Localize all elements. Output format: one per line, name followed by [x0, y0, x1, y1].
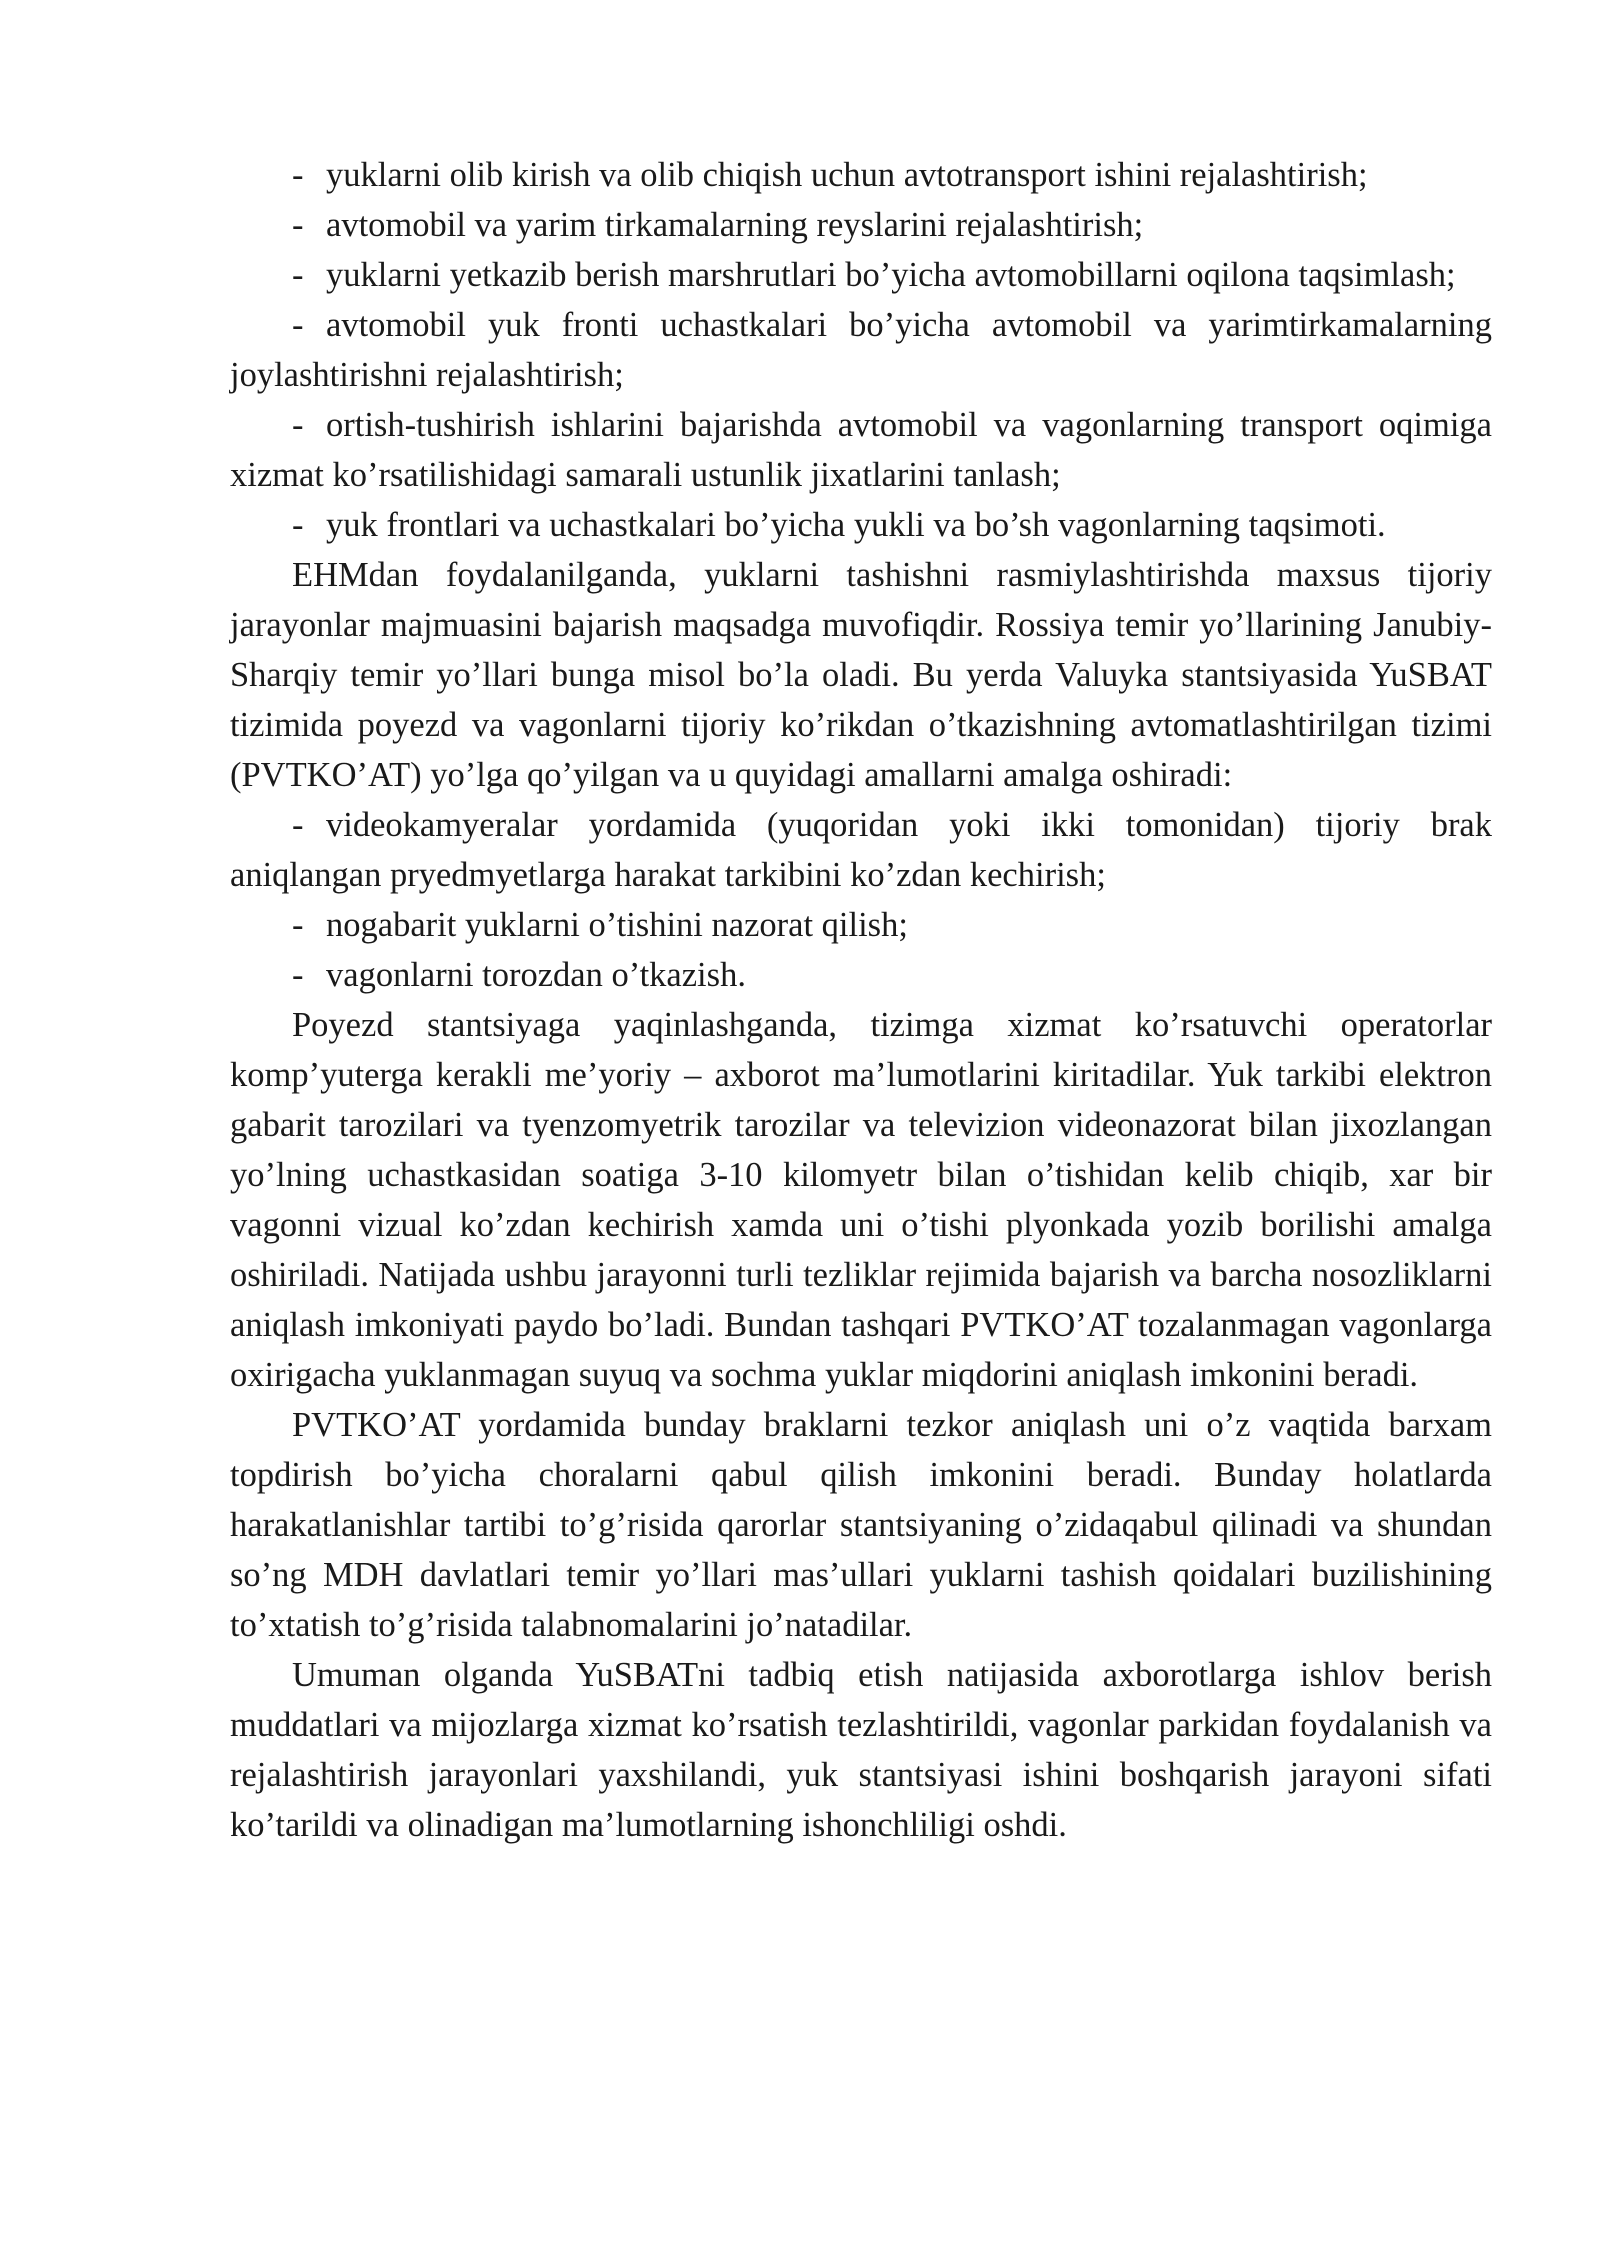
bullet-text: avtomobil va yarim tirkamalarning reyslarini rejalashtirish; — [326, 206, 1144, 244]
bullet-text: nogabarit yuklarni o’tishini nazorat qilish; — [326, 906, 908, 944]
bullet-item — [230, 400, 1492, 500]
bullet-item — [230, 200, 1492, 250]
bullet-dash: - — [292, 256, 304, 294]
bullet-item — [230, 800, 1492, 900]
bullet-text: yuklarni olib kirish va olib chiqish uchun avtotransport ishini rejalashtirish; — [326, 156, 1368, 194]
bullet-item — [230, 950, 1492, 1000]
bullet-dash: - — [292, 956, 304, 994]
bullet-item — [230, 150, 1492, 200]
bullet-dash: - — [292, 806, 304, 844]
bullet-item — [230, 250, 1492, 300]
bullet-text: videokamyeralar yordamida (yuqoridan yoki ikki tomonidan) tijoriy brak aniqlangan pryedmyetlarga harakat tarkibini ko’zdan kechirish; — [230, 806, 1492, 894]
bullet-dash: - — [292, 306, 304, 344]
bullet-item — [230, 300, 1492, 400]
bullet-text: ortish-tushirish ishlarini bajarishda avtomobil va vagonlarning transport oqimiga xizmat ko’rsatilishidagi samarali ustunlik jixatlarini tanlash; — [230, 406, 1492, 494]
bullet-text: vagonlarni torozdan o’tkazish. — [326, 956, 746, 994]
bullet-dash: - — [292, 206, 304, 244]
paragraph: PVTKO’AT yordamida bunday braklarni tezkor aniqlash uni o’z vaqtida barxam topdirish bo’yicha choralarni qabul qilish imkonini beradi. Bunday holatlarda harakatlanishlar tartibi to’g’risida qarorlar stantsiyaning o’zidaqabul qilinadi va shundan so’ng MDH davlatlari temir yo’llari mas’ullari yuklarni tashish qoidalari buzilishining to’xtatish to’g’risida talabnomalarini jo’natadilar. — [230, 1406, 1492, 1644]
bullet-text: yuk frontlari va uchastkalari bo’yicha yukli va bo’sh vagonlarning taqsimoti. — [326, 506, 1386, 544]
bullet-dash: - — [292, 406, 304, 444]
bullet-text: yuklarni yetkazib berish marshrutlari bo’yicha avtomobillarni oqilona taqsimlash; — [326, 256, 1456, 294]
bullet-dash: - — [292, 906, 304, 944]
bullet-dash: - — [292, 156, 304, 194]
paragraph: EHMdan foydalanilganda, yuklarni tashishni rasmiylashtirishda maxsus tijoriy jarayonlar majmuasini bajarish maqsadga muvofiqdir. Rossiya temir yo’llarining Janubiy-Sharqiy temir yo’llari bunga misol bo’la oladi. Bu yerda Valuyka stantsiyasida YuSBAT tizimida poyezd va vagonlarni tijoriy ko’rikdan o’tkazishning avtomatlashtirilgan tizimi (PVTKO’AT) yo’lga qo’yilgan va u quyidagi amallarni amalga oshiradi: — [230, 556, 1492, 794]
bullet-dash: - — [292, 506, 304, 544]
document-page — [230, 150, 1492, 1850]
paragraph: Poyezd stantsiyaga yaqinlashganda, tizimga xizmat ko’rsatuvchi operatorlar komp’yuterga kerakli me’yoriy – axborot ma’lumotlarini kiritadilar. Yuk tarkibi elektron gabarit tarozilari va tyenzomyetrik tarozilar va televizion videonazorat bilan jixozlangan yo’lning uchastkasidan soatiga 3-10 kilomyetr bilan o’tishidan kelib chiqib, xar bir vagonni vizual ko’zdan kechirish xamda uni o’tishi plyonkada yozib borilishi amalga oshiriladi. Natijada ushbu jarayonni turli tezliklar rejimida bajarish va barcha nosozliklarni aniqlash imkoniyati paydo bo’ladi. Bundan tashqari PVTKO’AT tozalanmagan vagonlarga oxirigacha yuklanmagan suyuq va sochma yuklar miqdorini aniqlash imkonini beradi. — [230, 1006, 1492, 1394]
bullet-item — [230, 900, 1492, 950]
bullet-text: avtomobil yuk fronti uchastkalari bo’yicha avtomobil va yarimtirkamalarning joylashtirishni rejalashtirish; — [230, 306, 1492, 394]
paragraph: Umuman olganda YuSBATni tadbiq etish natijasida axborotlarga ishlov berish muddatlari va mijozlarga xizmat ko’rsatish tezlashtirildi, vagonlar parkidan foydalanish va rejalashtirish jarayonlari yaxshilandi, yuk stantsiyasi ishini boshqarish jarayoni sifati ko’tarildi va olinadigan ma’lumotlarning ishonchliligi oshdi. — [230, 1656, 1492, 1844]
bullet-item — [230, 500, 1492, 550]
